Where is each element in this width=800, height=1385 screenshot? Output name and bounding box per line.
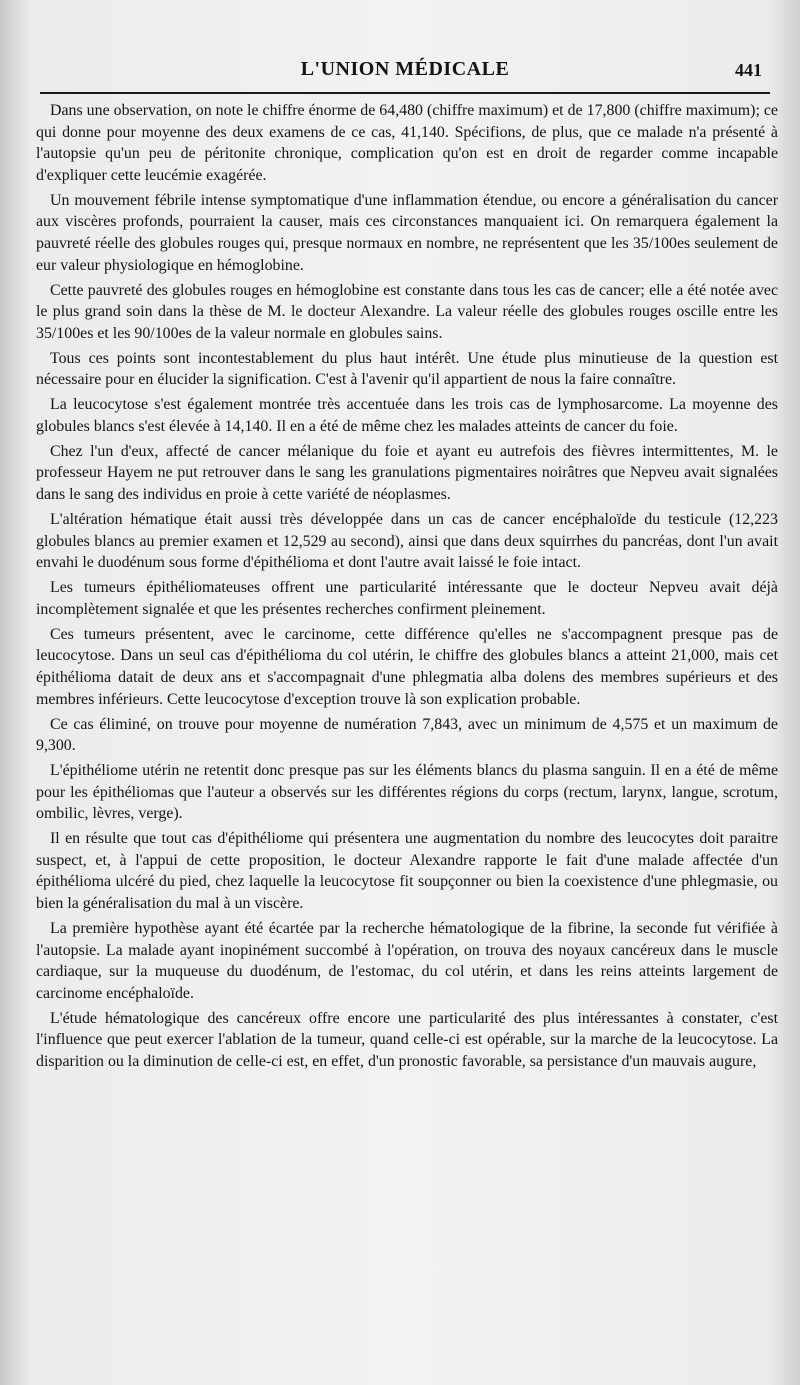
paragraph: L'étude hématologique des cancéreux offre encore une particularité des plus intéressantes à constater, c'est l'influence que peut exercer l'ablation de la tumeur, quand celle-ci est opérable, sur la marche de la leucocytose. La disparition ou la diminution de celle-ci est, en effet, d'un pronostic favorable, sa persistance d'un mauvais augure, [36,1009,778,1071]
paragraph: Il en résulte que tout cas d'épithéliome qui présentera une augmentation du nombre des leucocytes doit paraitre suspect, et, à l'appui de cette proposition, le docteur Alexandre rapporte le fait d'une malade affectée d'un épithélioma ulcéré du pied, chez laquelle la leucocytose fit soupçonner ou bien la coexistence d'une phlegmasie, ou bien la généralisation du mal à un viscère. [36,830,778,913]
paragraph: L'épithéliome utérin ne retentit donc presque pas sur les éléments blancs du plasma sanguin. Il en a été de même pour les épithéliomas que l'auteur a observés sur les différentes régions du corps (rectum, larynx, langue, scrotum, ombilic, lèvres, verge). [36,762,778,823]
paragraph: Ce cas éliminé, on trouve pour moyenne de numération 7,843, avec un minimum de 4,575 et un maximum de 9,300. [36,715,778,755]
paragraph: Dans une observation, on note le chiffre énorme de 64,480 (chiffre maximum) et de 17,800 (chiffre maximum); ce qui donne pour moyenne des deux examens de ce cas, 41,140. Spécifions, de plus, que ce malade n'a présenté à l'autopsie qu'un peu de péritonite chronique, complication qu'on est en droit de regarder comme incapable d'expliquer cette leucémie exagérée. [36,102,778,184]
page-header [40,52,770,88]
page-number: 441 [735,60,762,80]
paragraph: Les tumeurs épithéliomateuses offrent une particularité intéressante que le docteur Nepveu avait déjà incomplètement signalée et que les présentes recherches confirment pleinement. [36,579,778,618]
paragraph: L'altération hématique était aussi très développée dans un cas de cancer encéphaloïde du testicule (12,223 globules blancs au premier examen et 12,529 au second), ainsi que dans deux squirrhes du pancréas, dont l'un avait envahi le duodénum sous forme d'épithélioma et dont l'autre avait laissé le foie intact. [36,511,778,572]
paragraph: La première hypothèse ayant été écartée par la recherche hématologique de la fibrine, la seconde fut vérifiée à l'autopsie. La malade ayant inopinément succombé à l'opération, on trouva des noyaux cancéreux dans le muscle cardiaque, sur la muqueuse du duodénum, de l'estomac, du col utérin, et dans les reins atteints largement de carcinome encéphaloïde. [36,920,778,1002]
running-title: L'UNION MÉDICALE [300,58,510,80]
paragraph: Cette pauvreté des globules rouges en hémoglobine est constante dans tous les cas de cancer; elle a été notée avec le plus grand soin dans la thèse de M. le docteur Alexandre. La valeur réelle des globules rouges oscille entre les 35/100es et les 90/100es de la valeur normale en globules sains. [36,281,778,342]
article-body [36,100,778,1073]
paragraph: Chez l'un d'eux, affecté de cancer mélanique du foie et ayant eu autrefois des fièvres intermittentes, M. le professeur Hayem ne put retrouver dans le sang les granulations pigmentaires noirâtres que Nepveu avait signalées dans le sang des individus en proie à cette variété de néoplasmes. [36,442,778,504]
header-rule [40,92,770,94]
paragraph: Un mouvement fébrile intense symptomatique d'une inflammation étendue, ou encore a généralisation du cancer aux viscères profonds, pourraient la causer, mais ces circonstances manquaient ici. On remarquera également la pauvreté réelle des globules rouges qui, presque normaux en nombre, ne représentent que les 35/100es seulement de eur valeur physiologique en hémoglobine. [36,191,778,274]
paragraph: Ces tumeurs présentent, avec le carcinome, cette différence qu'elles ne s'accompagnent presque pas de leucocytose. Dans un seul cas d'épithélioma du col utérin, le chiffre des globules blancs a atteint 21,000, mais cet épithélioma datait de deux ans et s'accompagnait d'une phlegmatia alba dolens des membres supérieurs et des membres inférieurs. Cette leucocytose d'exception trouve là son explication probable. [36,625,778,708]
paragraph: La leucocytose s'est également montrée très accentuée dans les trois cas de lymphosarcome. La moyenne des globules blancs s'est élevée à 14,140. Il en a été de même chez les malades atteints de cancer du foie. [36,396,778,435]
paragraph: Tous ces points sont incontestablement du plus haut intérêt. Une étude plus minutieuse de la question est nécessaire pour en élucider la signification. C'est à l'avenir qu'il appartient de nous la faire connaître. [36,349,778,389]
